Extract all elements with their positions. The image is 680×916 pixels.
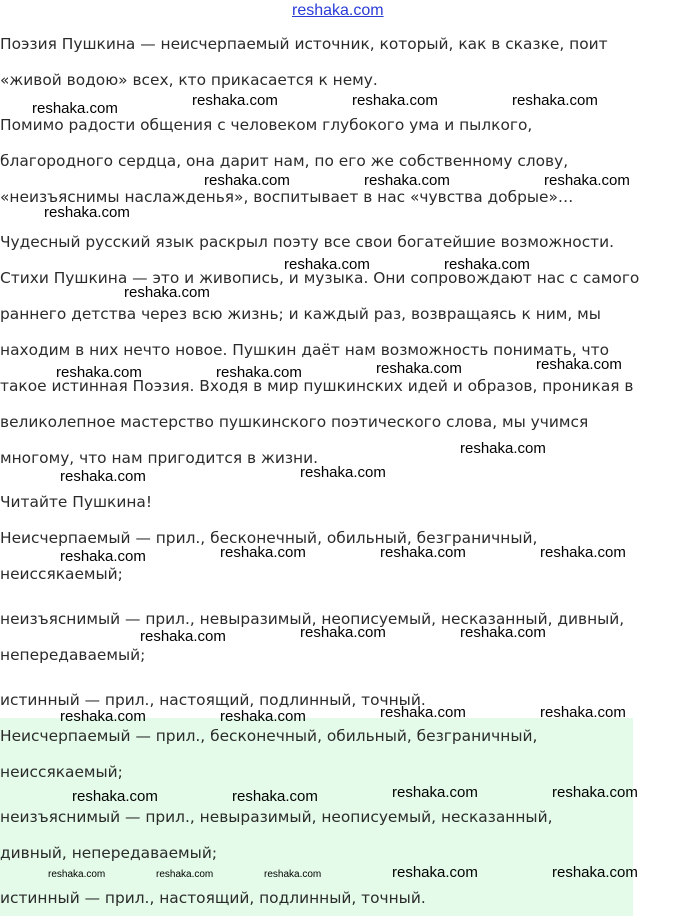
text-line: многому, что нам пригодится в жизни.: [0, 449, 318, 467]
text-line: благородного сердца, она дарит нам, по его же собственному слову,: [0, 152, 569, 170]
answer-line: неизъяснимый — прил., невыразимый, неописуемый, несказанный,: [0, 808, 553, 826]
watermark: reshaka.com: [512, 92, 598, 109]
text-line: Поэзия Пушкина — неисчерпаемый источник, который, как в сказке, поит: [0, 35, 608, 53]
watermark: reshaka.com: [552, 784, 638, 801]
answer-line: неиссякаемый;: [0, 763, 123, 781]
watermark: reshaka.com: [352, 92, 438, 109]
watermark: reshaka.com: [300, 464, 386, 481]
watermark: reshaka.com: [376, 360, 462, 377]
watermark: reshaka.com: [60, 468, 146, 485]
watermark: reshaka.com: [540, 704, 626, 721]
text-line: «живой водою» всех, кто прикасается к нему.: [0, 71, 378, 89]
watermark: reshaka.com: [60, 548, 146, 565]
text-line: непередаваемый;: [0, 646, 146, 664]
text-line: находим в них нечто новое. Пушкин даёт нам возможность понимать, что: [0, 341, 610, 359]
watermark: reshaka.com: [192, 92, 278, 109]
text-line: истинный — прил., настоящий, подлинный, точный.: [0, 691, 426, 709]
watermark: reshaka.com: [300, 624, 386, 641]
watermark: reshaka.com: [220, 544, 306, 561]
text-line: Неисчерпаемый — прил., бесконечный, обильный, безграничный,: [0, 529, 538, 547]
watermark: reshaka.com: [140, 628, 226, 645]
watermark: reshaka.com: [44, 204, 130, 221]
watermark: reshaka.com: [216, 364, 302, 381]
watermark: reshaka.com: [56, 364, 142, 381]
text-line: такое истинная Поэзия. Входя в мир пушкинских идей и образов, проникая в: [0, 377, 634, 395]
watermark: reshaka.com: [540, 544, 626, 561]
text-line: раннего детства через всю жизнь; и каждый раз, возвращаясь к ним, мы: [0, 305, 601, 323]
watermark-small: reshaka.com: [156, 869, 214, 880]
watermark: reshaka.com: [72, 788, 158, 805]
text-line: «неизъяснимы наслажденья», воспитывает в нас «чувства добрые»…: [0, 188, 574, 206]
text-line: Помимо радости общения с человеком глубокого ума и пылкого,: [0, 116, 533, 134]
watermark: reshaka.com: [552, 864, 638, 881]
text-line: неизъяснимый — прил., невыразимый, неописуемый, несказанный, дивный,: [0, 610, 625, 628]
watermark: reshaka.com: [284, 256, 370, 273]
watermark: reshaka.com: [60, 708, 146, 725]
watermark: reshaka.com: [364, 172, 450, 189]
watermark: reshaka.com: [124, 284, 210, 301]
text-line: Стихи Пушкина — это и живопись, и музыка. Они сопровождают нас с самого: [0, 269, 640, 287]
site-header-link[interactable]: reshaka.com: [292, 2, 384, 19]
watermark: reshaka.com: [392, 784, 478, 801]
watermark: reshaka.com: [536, 356, 622, 373]
text-line: неиссякаемый;: [0, 565, 123, 583]
text-line: великолепное мастерство пушкинского поэтического слова, мы учимся: [0, 413, 589, 431]
watermark: reshaka.com: [204, 172, 290, 189]
watermark: reshaka.com: [220, 708, 306, 725]
watermark-small: reshaka.com: [48, 869, 106, 880]
watermark: reshaka.com: [380, 704, 466, 721]
watermark: reshaka.com: [444, 256, 530, 273]
watermark-small: reshaka.com: [264, 869, 322, 880]
watermark: reshaka.com: [544, 172, 630, 189]
watermark: reshaka.com: [380, 544, 466, 561]
watermark: reshaka.com: [392, 864, 478, 881]
watermark: reshaka.com: [460, 624, 546, 641]
text-line: Чудесный русский язык раскрыл поэту все свои богатейшие возможности.: [0, 233, 615, 251]
watermark: reshaka.com: [232, 788, 318, 805]
watermark: reshaka.com: [460, 440, 546, 457]
watermark: reshaka.com: [32, 100, 118, 117]
answer-line: истинный — прил., настоящий, подлинный, точный.: [0, 889, 426, 907]
answer-line: Неисчерпаемый — прил., бесконечный, обильный, безграничный,: [0, 727, 538, 745]
answer-line: дивный, непередаваемый;: [0, 844, 218, 862]
text-line: Читайте Пушкина!: [0, 493, 153, 511]
